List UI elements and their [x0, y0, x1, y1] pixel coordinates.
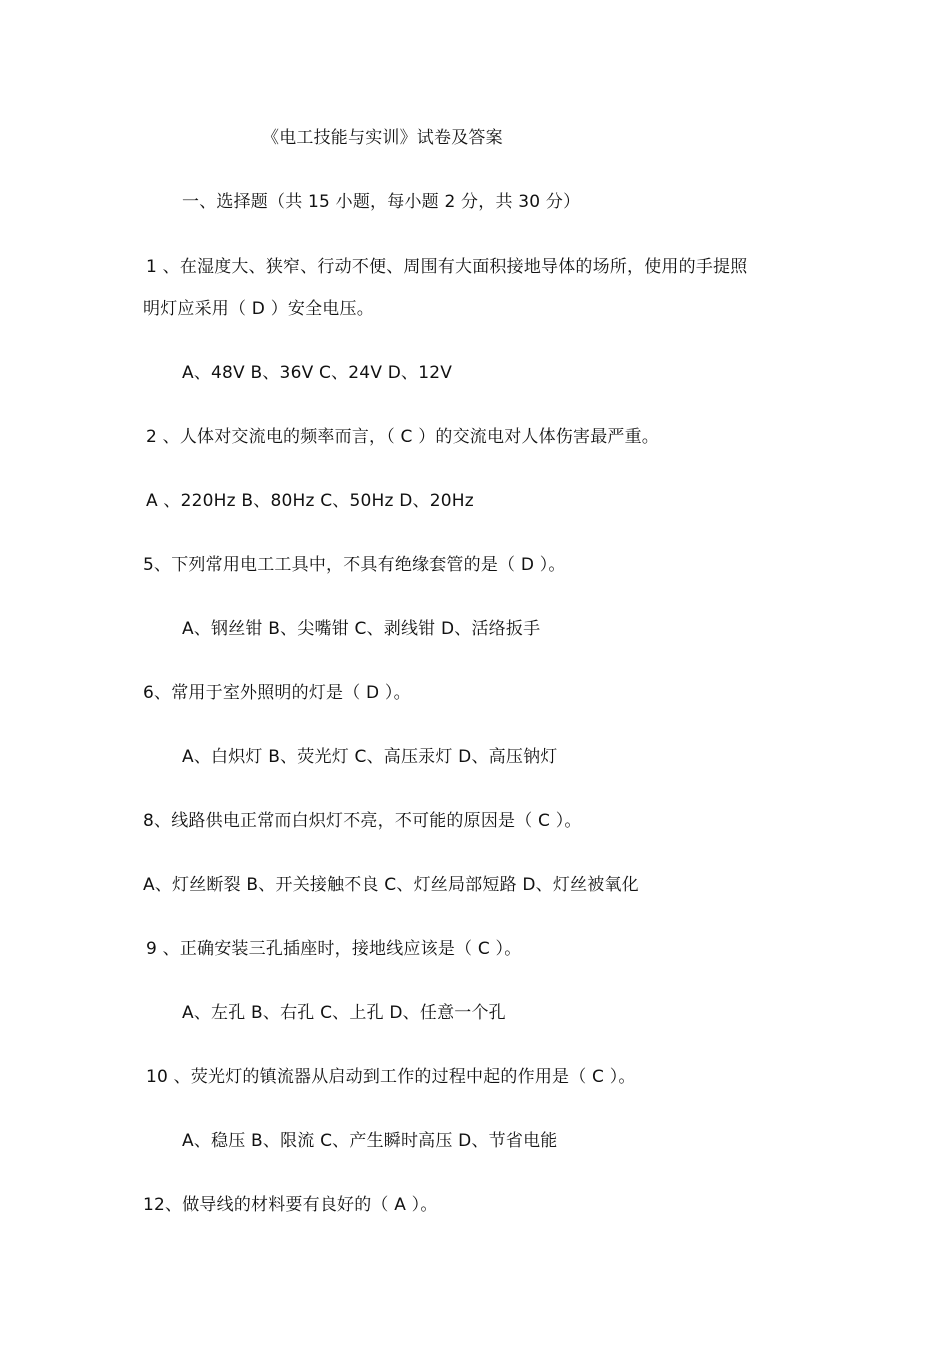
document-title: 《电工技能与实训》试卷及答案	[262, 128, 503, 148]
question-5-stem: 5、下列常用电工工具中，不具有绝缘套管的是（ D ）。	[143, 555, 566, 575]
question-9-stem: 9 、正确安装三孔插座时，接地线应该是（ C ）。	[146, 939, 522, 959]
question-8-options: A、灯丝断裂 B、开关接触不良 C、灯丝局部短路 D、灯丝被氧化	[143, 875, 639, 895]
question-1-stem-line2: 明灯应采用（ D ）安全电压。	[143, 299, 374, 319]
question-1-stem-line1: 1 、在湿度大、狭窄、行动不便、周围有大面积接地导体的场所，使用的手提照	[146, 257, 748, 277]
question-5-options: A、钢丝钳 B、尖嘴钳 C、剥线钳 D、活络扳手	[182, 619, 541, 639]
question-10-options: A、稳压 B、限流 C、产生瞬时高压 D、节省电能	[182, 1131, 558, 1151]
section-heading: 一、选择题（共 15 小题，每小题 2 分，共 30 分）	[182, 192, 581, 212]
question-6-options: A、白炽灯 B、荧光灯 C、高压汞灯 D、高压钠灯	[182, 747, 558, 767]
question-10-stem: 10 、荧光灯的镇流器从启动到工作的过程中起的作用是（ C ）。	[146, 1067, 636, 1087]
question-2-stem: 2 、人体对交流电的频率而言，（ C ）的交流电对人体伤害最严重。	[146, 427, 659, 447]
question-12-stem: 12、做导线的材料要有良好的（ A ）。	[143, 1195, 438, 1215]
question-1-options: A、48V B、36V C、24V D、12V	[182, 363, 453, 383]
question-9-options: A、左孔 B、右孔 C、上孔 D、任意一个孔	[182, 1003, 506, 1023]
question-8-stem: 8、线路供电正常而白炽灯不亮，不可能的原因是（ C ）。	[143, 811, 582, 831]
question-2-options: A 、220Hz B、80Hz C、50Hz D、20Hz	[146, 491, 474, 511]
question-6-stem: 6、常用于室外照明的灯是（ D ）。	[143, 683, 411, 703]
